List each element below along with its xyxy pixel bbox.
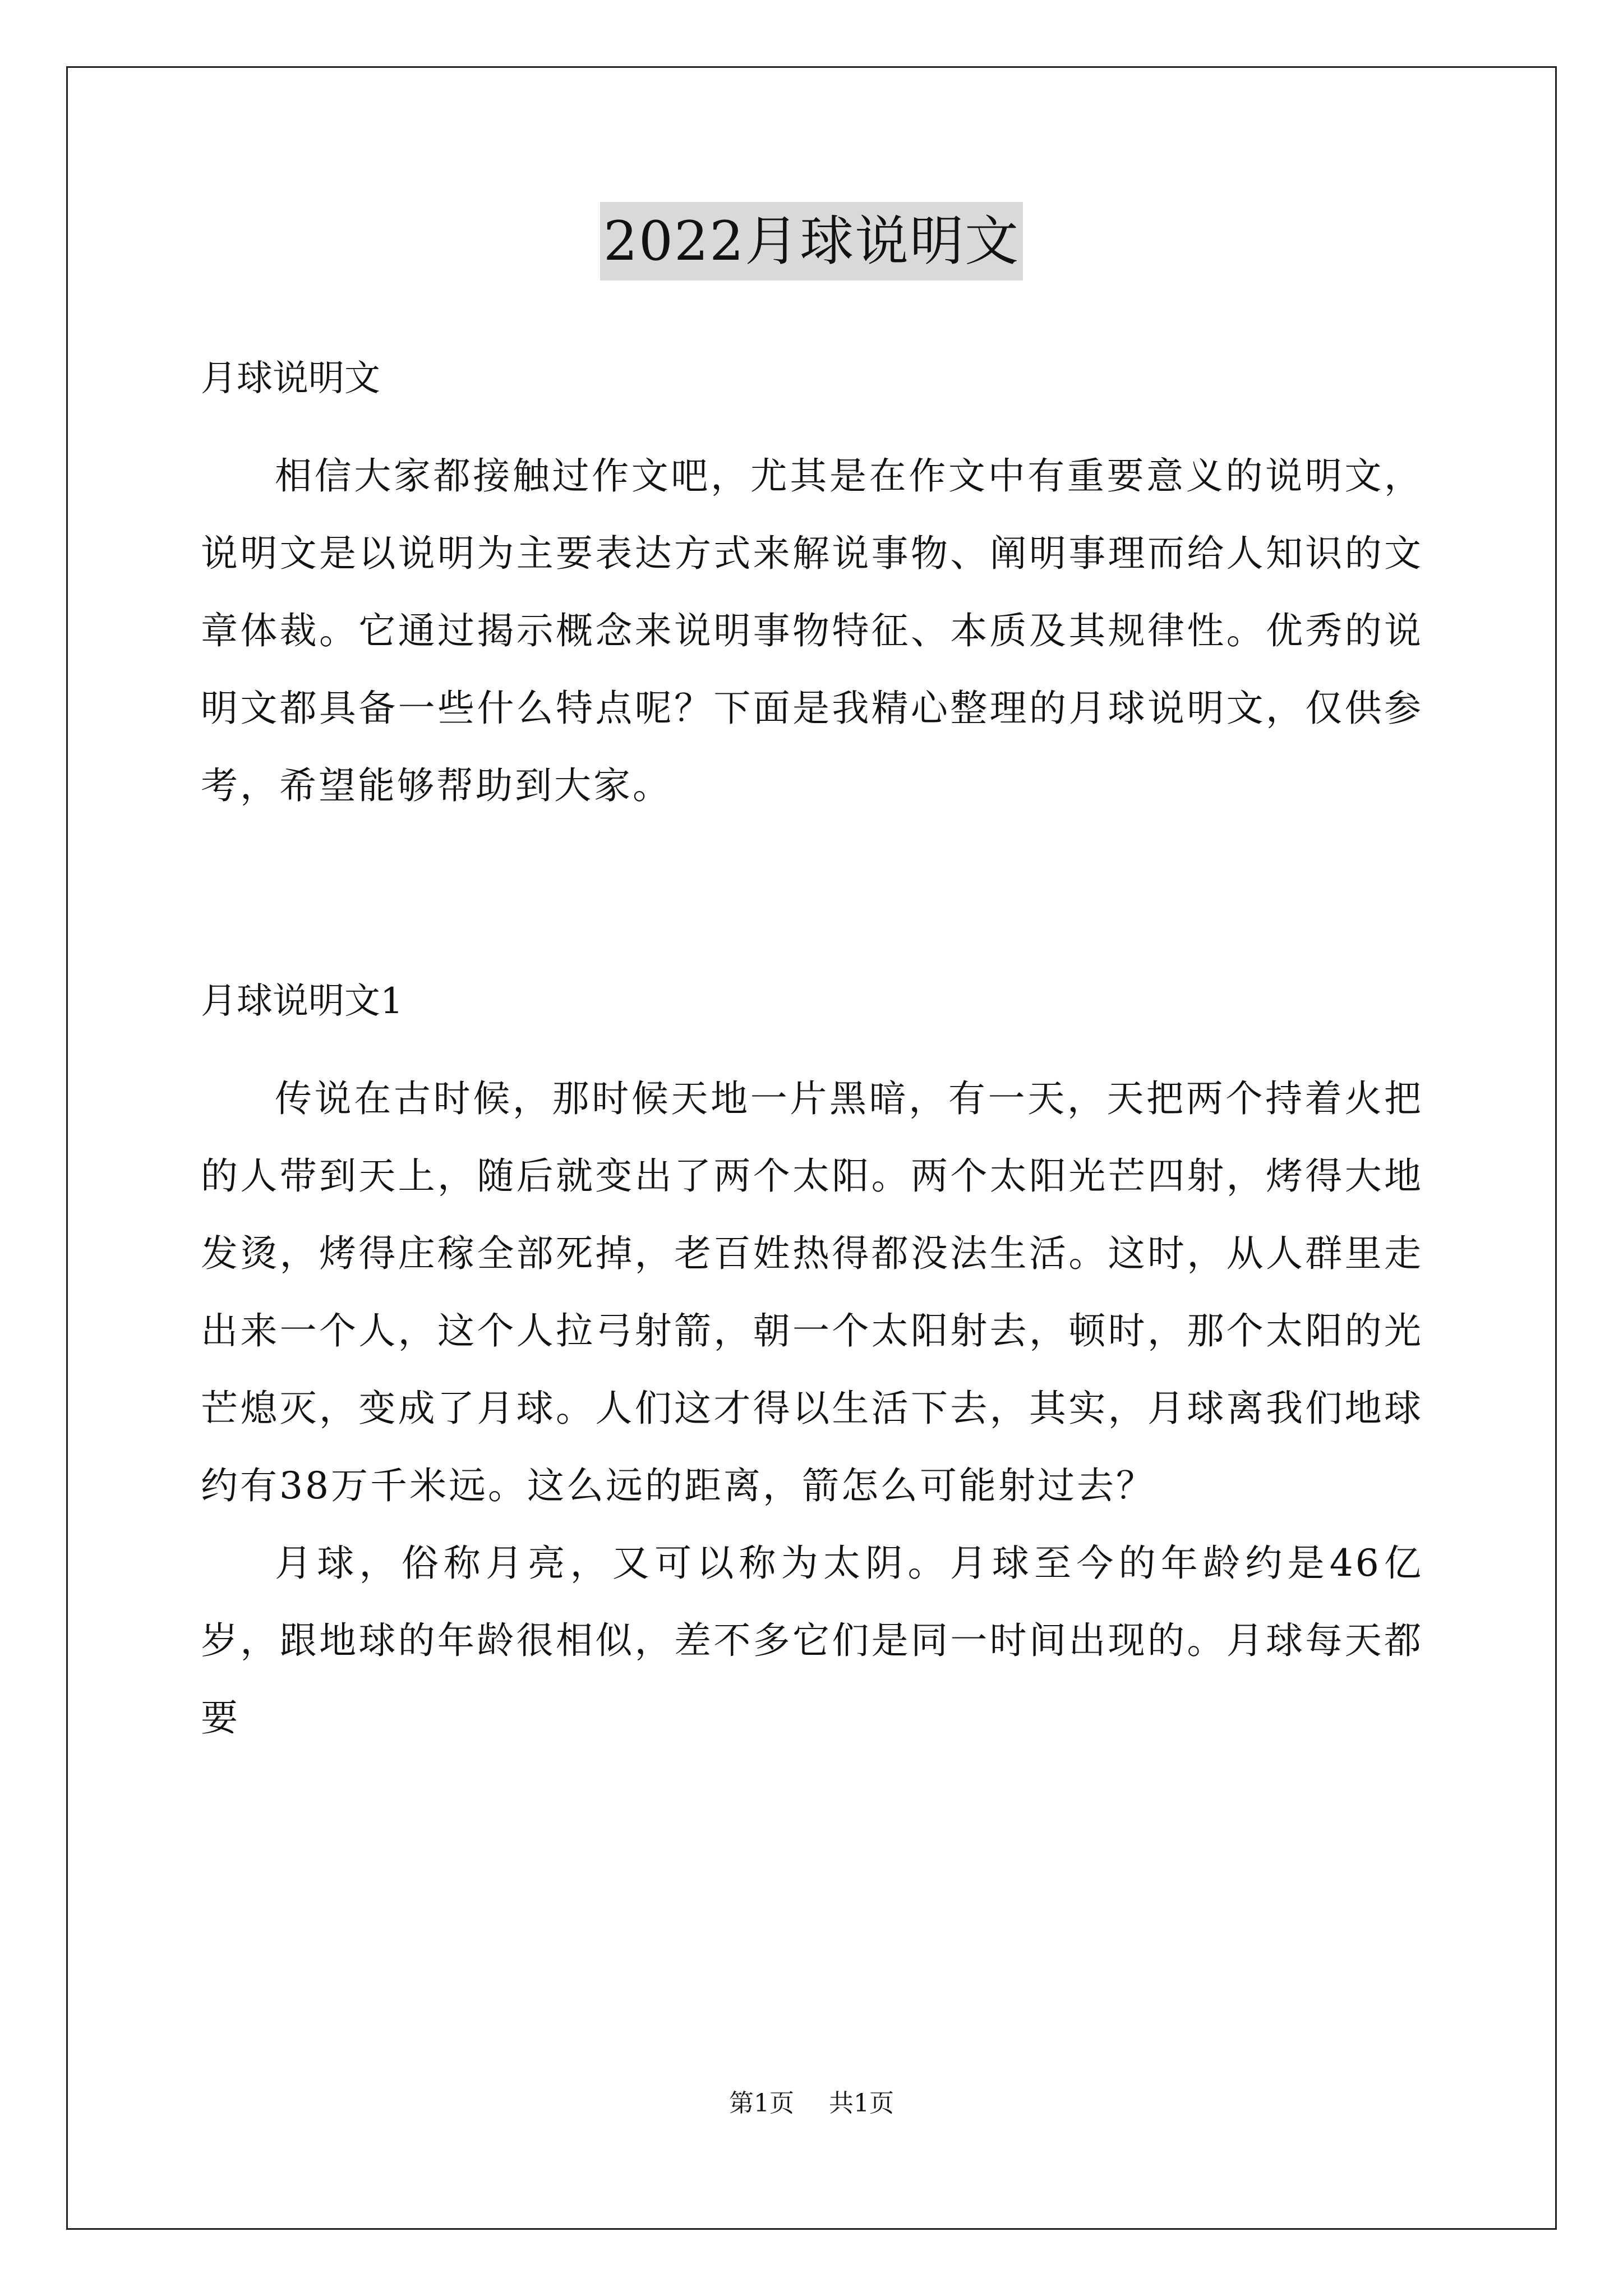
page-number-total: 共1页 — [829, 2089, 894, 2118]
document-body — [201, 348, 1423, 1757]
document-title: 2022月球说明文 — [600, 202, 1023, 280]
spacer — [201, 1032, 1423, 1060]
section-heading: 月球说明文1 — [201, 981, 403, 1022]
paragraph: 相信大家都接触过作文吧，尤其是在作文中有重要意义的说明文，说明文是以说明为主要表达方式来解说事物、阐明事理而给人知识的文章体裁。它通过揭示概念来说明事物特征、本质及其规律性。优秀的说明文都具备一些什么特点呢？下面是我精心整理的月球说明文，仅供参考，希望能够帮助到大家。 — [201, 454, 1423, 807]
paragraph: 传说在古时候，那时候天地一片黑暗，有一天，天把两个持着火把的人带到天上，随后就变出了两个太阳。两个太阳光芒四射，烤得大地发烫，烤得庄稼全部死掉，老百姓热得都没法生活。这时，从人群里走出来一个人，这个人拉弓射箭，朝一个太阳射去，顿时，那个太阳的光芒熄灭，变成了月球。人们这才得以生活下去，其实，月球离我们地球约有38万千米远。这么远的距离，箭怎么可能射过去？ — [201, 1077, 1423, 1507]
section-heading: 月球说明文 — [201, 358, 380, 399]
spacer — [201, 825, 1423, 970]
page-footer — [0, 2087, 1623, 2120]
spacer — [201, 409, 1423, 438]
paragraph: 月球，俗称月亮，又可以称为太阴。月球至今的年龄约是46亿岁，跟地球的年龄很相似，差不多它们是同一时间出现的。月球每天都要 — [201, 1542, 1423, 1740]
title-container — [0, 202, 1623, 280]
page-number-current: 第1页 — [729, 2089, 794, 2118]
